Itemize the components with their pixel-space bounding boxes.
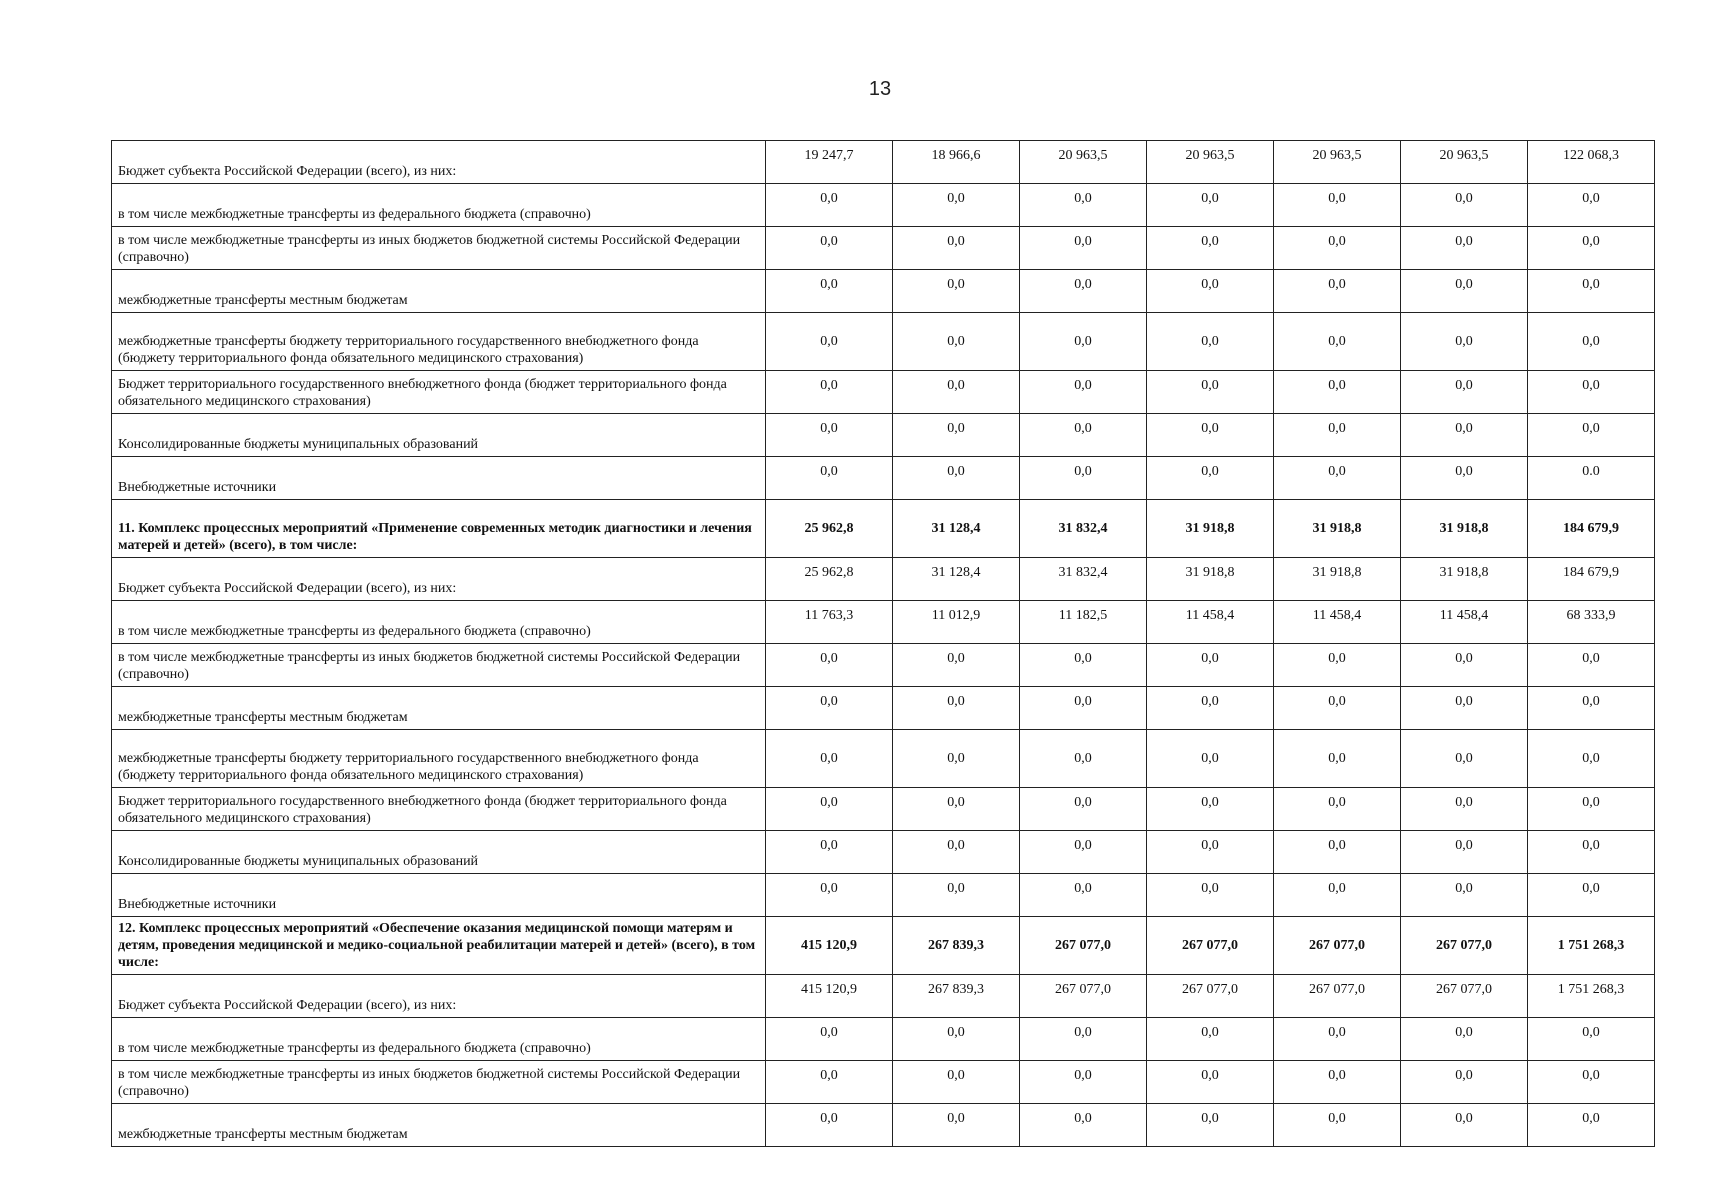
table-row: [112, 1061, 1655, 1104]
value-cell: 0,0: [1274, 644, 1401, 687]
table-row: [112, 917, 1655, 975]
row-label: Консолидированные бюджеты муниципальных образований: [112, 831, 766, 874]
row-label: в том числе межбюджетные трансферты из иных бюджетов бюджетной системы Российской Федерации (справочно): [112, 644, 766, 687]
value-cell: 18 966,6: [893, 141, 1020, 184]
value-cell: 267 077,0: [1147, 975, 1274, 1018]
value-cell: 11 763,3: [766, 601, 893, 644]
value-cell: 31 918,8: [1274, 558, 1401, 601]
value-cell: 0,0: [1274, 270, 1401, 313]
value-cell: 0,0: [893, 184, 1020, 227]
value-cell: 0,0: [1020, 644, 1147, 687]
value-cell: 0,0: [1528, 270, 1655, 313]
value-cell: 0,0: [766, 788, 893, 831]
value-cell: 0,0: [1147, 457, 1274, 500]
value-cell: 31 832,4: [1020, 500, 1147, 558]
value-cell: 11 458,4: [1274, 601, 1401, 644]
value-cell: 0,0: [1020, 313, 1147, 371]
table-row: [112, 414, 1655, 457]
value-cell: 31 128,4: [893, 558, 1020, 601]
row-label: Внебюджетные источники: [112, 874, 766, 917]
value-cell: 0,0: [766, 414, 893, 457]
row-label: в том числе межбюджетные трансферты из федерального бюджета (справочно): [112, 601, 766, 644]
value-cell: 0,0: [1147, 1104, 1274, 1147]
value-cell: 267 077,0: [1274, 975, 1401, 1018]
table-row: [112, 270, 1655, 313]
value-cell: 0,0: [1147, 831, 1274, 874]
value-cell: 0,0: [766, 831, 893, 874]
table-row: [112, 184, 1655, 227]
value-cell: 0,0: [1274, 457, 1401, 500]
value-cell: 0,0: [766, 313, 893, 371]
table-row: [112, 141, 1655, 184]
value-cell: 19 247,7: [766, 141, 893, 184]
row-label: Бюджет территориального государственного внебюджетного фонда (бюджет территориального фонда обязательного медицинского страхования): [112, 788, 766, 831]
value-cell: 20 963,5: [1020, 141, 1147, 184]
table-row: [112, 457, 1655, 500]
value-cell: 0,0: [1147, 644, 1274, 687]
value-cell: 0,0: [766, 874, 893, 917]
row-label: Бюджет территориального государственного внебюджетного фонда (бюджет территориального фонда обязательного медицинского страхования): [112, 371, 766, 414]
table-row: [112, 975, 1655, 1018]
value-cell: 0,0: [1020, 730, 1147, 788]
value-cell: 0,0: [1401, 184, 1528, 227]
value-cell: 0,0: [1401, 874, 1528, 917]
value-cell: 0,0: [1020, 831, 1147, 874]
value-cell: 0,0: [766, 1061, 893, 1104]
table-row: [112, 1104, 1655, 1147]
table-row: [112, 500, 1655, 558]
row-label: межбюджетные трансферты бюджету территориального государственного внебюджетного фонда (бюджету территориального фонда обязательного медицинского страхования): [112, 313, 766, 371]
page-number: 13: [868, 78, 892, 100]
value-cell: 0,0: [1528, 874, 1655, 917]
row-label: Бюджет субъекта Российской Федерации (всего), из них:: [112, 141, 766, 184]
value-cell: 0,0: [893, 457, 1020, 500]
row-label: Консолидированные бюджеты муниципальных образований: [112, 414, 766, 457]
value-cell: 415 120,9: [766, 917, 893, 975]
value-cell: 0,0: [893, 227, 1020, 270]
value-cell: 0,0: [893, 644, 1020, 687]
value-cell: 0,0: [1020, 270, 1147, 313]
value-cell: 0,0: [1274, 1061, 1401, 1104]
value-cell: 31 918,8: [1401, 500, 1528, 558]
table-row: [112, 371, 1655, 414]
value-cell: 267 077,0: [1401, 975, 1528, 1018]
value-cell: 0,0: [1401, 1018, 1528, 1061]
table-row: [112, 601, 1655, 644]
value-cell: 31 832,4: [1020, 558, 1147, 601]
value-cell: 415 120,9: [766, 975, 893, 1018]
table-row: [112, 313, 1655, 371]
value-cell: 184 679,9: [1528, 500, 1655, 558]
table-row: [112, 227, 1655, 270]
table-row: [112, 1018, 1655, 1061]
value-cell: 0,0: [1147, 227, 1274, 270]
value-cell: 0,0: [1020, 227, 1147, 270]
value-cell: 0,0: [766, 730, 893, 788]
value-cell: 0,0: [1401, 788, 1528, 831]
value-cell: 11 182,5: [1020, 601, 1147, 644]
value-cell: 0,0: [766, 1104, 893, 1147]
value-cell: 0,0: [893, 1061, 1020, 1104]
value-cell: 20 963,5: [1274, 141, 1401, 184]
value-cell: 0,0: [1147, 371, 1274, 414]
value-cell: 31 918,8: [1401, 558, 1528, 601]
value-cell: 0,0: [1401, 1104, 1528, 1147]
row-label: в том числе межбюджетные трансферты из иных бюджетов бюджетной системы Российской Федерации (справочно): [112, 1061, 766, 1104]
value-cell: 0,0: [1147, 788, 1274, 831]
row-label: межбюджетные трансферты местным бюджетам: [112, 270, 766, 313]
value-cell: 0,0: [1401, 730, 1528, 788]
value-cell: 0,0: [1020, 687, 1147, 730]
table-row: [112, 874, 1655, 917]
value-cell: 267 077,0: [1147, 917, 1274, 975]
row-label: 11. Комплекс процессных мероприятий «Применение современных методик диагностики и лечения матерей и детей» (всего), в том числе:: [112, 500, 766, 558]
row-label: межбюджетные трансферты местным бюджетам: [112, 1104, 766, 1147]
value-cell: 0,0: [1020, 874, 1147, 917]
value-cell: 0,0: [766, 644, 893, 687]
table-body: [112, 141, 1655, 1147]
value-cell: 0,0: [1401, 457, 1528, 500]
value-cell: 1 751 268,3: [1528, 975, 1655, 1018]
value-cell: 0,0: [1147, 687, 1274, 730]
value-cell: 0,0: [1274, 831, 1401, 874]
value-cell: 0,0: [1528, 313, 1655, 371]
value-cell: 0,0: [1020, 184, 1147, 227]
value-cell: 0,0: [1528, 1104, 1655, 1147]
value-cell: 0,0: [1147, 414, 1274, 457]
value-cell: 0,0: [1528, 1018, 1655, 1061]
value-cell: 0,0: [1020, 1018, 1147, 1061]
row-label: Бюджет субъекта Российской Федерации (всего), из них:: [112, 558, 766, 601]
value-cell: 0,0: [893, 414, 1020, 457]
value-cell: 0,0: [893, 1104, 1020, 1147]
value-cell: 0,0: [1528, 644, 1655, 687]
value-cell: 0,0: [1274, 788, 1401, 831]
value-cell: 0,0: [1147, 184, 1274, 227]
value-cell: 0,0: [1020, 457, 1147, 500]
value-cell: 267 077,0: [1020, 975, 1147, 1018]
value-cell: 0,0: [1528, 788, 1655, 831]
row-label: в том числе межбюджетные трансферты из иных бюджетов бюджетной системы Российской Федерации (справочно): [112, 227, 766, 270]
value-cell: 25 962,8: [766, 500, 893, 558]
value-cell: 0,0: [893, 1018, 1020, 1061]
table-row: [112, 730, 1655, 788]
table-row: [112, 788, 1655, 831]
row-label: в том числе межбюджетные трансферты из федерального бюджета (справочно): [112, 1018, 766, 1061]
value-cell: 267 839,3: [893, 917, 1020, 975]
value-cell: 0,0: [893, 730, 1020, 788]
value-cell: 184 679,9: [1528, 558, 1655, 601]
value-cell: 0,0: [1274, 371, 1401, 414]
value-cell: 0,0: [1274, 687, 1401, 730]
value-cell: 0,0: [1147, 1018, 1274, 1061]
value-cell: 0,0: [1401, 1061, 1528, 1104]
value-cell: 0,0: [1401, 313, 1528, 371]
value-cell: 11 458,4: [1147, 601, 1274, 644]
value-cell: 0,0: [1401, 644, 1528, 687]
value-cell: 0,0: [1147, 730, 1274, 788]
table-row: [112, 558, 1655, 601]
value-cell: 0,0: [1274, 227, 1401, 270]
value-cell: 68 333,9: [1528, 601, 1655, 644]
value-cell: 267 077,0: [1401, 917, 1528, 975]
value-cell: 267 077,0: [1274, 917, 1401, 975]
value-cell: 0,0: [893, 371, 1020, 414]
value-cell: 0,0: [893, 874, 1020, 917]
value-cell: 0,0: [766, 227, 893, 270]
row-label: Бюджет субъекта Российской Федерации (всего), из них:: [112, 975, 766, 1018]
value-cell: 0,0: [1401, 414, 1528, 457]
value-cell: 0,0: [1274, 414, 1401, 457]
value-cell: 0,0: [893, 788, 1020, 831]
value-cell: 0,0: [1147, 1061, 1274, 1104]
value-cell: 0.0: [1528, 457, 1655, 500]
value-cell: 0,0: [1401, 227, 1528, 270]
value-cell: 0,0: [893, 831, 1020, 874]
row-label: в том числе межбюджетные трансферты из федерального бюджета (справочно): [112, 184, 766, 227]
value-cell: 0,0: [1528, 227, 1655, 270]
value-cell: 0,0: [766, 1018, 893, 1061]
value-cell: 0,0: [766, 184, 893, 227]
value-cell: 0,0: [1528, 371, 1655, 414]
value-cell: 31 918,8: [1274, 500, 1401, 558]
row-label: 12. Комплекс процессных мероприятий «Обеспечение оказания медицинской помощи матерям и детям, проведения медицинской и медико-социальной реабилитации матерей и детей» (всего), в том числе:: [112, 917, 766, 975]
table-row: [112, 831, 1655, 874]
value-cell: 0,0: [1274, 730, 1401, 788]
value-cell: 0,0: [1020, 371, 1147, 414]
value-cell: 11 012,9: [893, 601, 1020, 644]
value-cell: 20 963,5: [1147, 141, 1274, 184]
value-cell: 0,0: [1274, 184, 1401, 227]
value-cell: 11 458,4: [1401, 601, 1528, 644]
value-cell: 0,0: [1020, 1104, 1147, 1147]
value-cell: 0,0: [1274, 313, 1401, 371]
value-cell: 0,0: [1401, 371, 1528, 414]
value-cell: 267 077,0: [1020, 917, 1147, 975]
value-cell: 0,0: [1147, 270, 1274, 313]
value-cell: 0,0: [1147, 313, 1274, 371]
value-cell: 0,0: [893, 687, 1020, 730]
value-cell: 267 839,3: [893, 975, 1020, 1018]
value-cell: 0,0: [1020, 1061, 1147, 1104]
value-cell: 0,0: [1401, 831, 1528, 874]
row-label: межбюджетные трансферты местным бюджетам: [112, 687, 766, 730]
value-cell: 0,0: [766, 687, 893, 730]
value-cell: 31 918,8: [1147, 500, 1274, 558]
value-cell: 0,0: [1401, 270, 1528, 313]
value-cell: 0,0: [1274, 874, 1401, 917]
row-label: Внебюджетные источники: [112, 457, 766, 500]
value-cell: 0,0: [1401, 687, 1528, 730]
value-cell: 0,0: [1020, 414, 1147, 457]
value-cell: 0,0: [1528, 730, 1655, 788]
table-row: [112, 687, 1655, 730]
table-row: [112, 644, 1655, 687]
value-cell: 0,0: [1528, 414, 1655, 457]
funding-table: [111, 140, 1655, 1147]
value-cell: 0,0: [1147, 874, 1274, 917]
value-cell: 0,0: [766, 270, 893, 313]
value-cell: 0,0: [1528, 184, 1655, 227]
value-cell: 20 963,5: [1401, 141, 1528, 184]
value-cell: 31 128,4: [893, 500, 1020, 558]
value-cell: 31 918,8: [1147, 558, 1274, 601]
value-cell: 0,0: [1020, 788, 1147, 831]
value-cell: 0,0: [893, 270, 1020, 313]
value-cell: 0,0: [1274, 1104, 1401, 1147]
value-cell: 0,0: [1528, 1061, 1655, 1104]
value-cell: 0,0: [766, 371, 893, 414]
value-cell: 0,0: [1274, 1018, 1401, 1061]
value-cell: 122 068,3: [1528, 141, 1655, 184]
value-cell: 0,0: [893, 313, 1020, 371]
row-label: межбюджетные трансферты бюджету территориального государственного внебюджетного фонда (бюджету территориального фонда обязательного медицинского страхования): [112, 730, 766, 788]
value-cell: 0,0: [766, 457, 893, 500]
value-cell: 25 962,8: [766, 558, 893, 601]
value-cell: 0,0: [1528, 687, 1655, 730]
value-cell: 1 751 268,3: [1528, 917, 1655, 975]
value-cell: 0,0: [1528, 831, 1655, 874]
